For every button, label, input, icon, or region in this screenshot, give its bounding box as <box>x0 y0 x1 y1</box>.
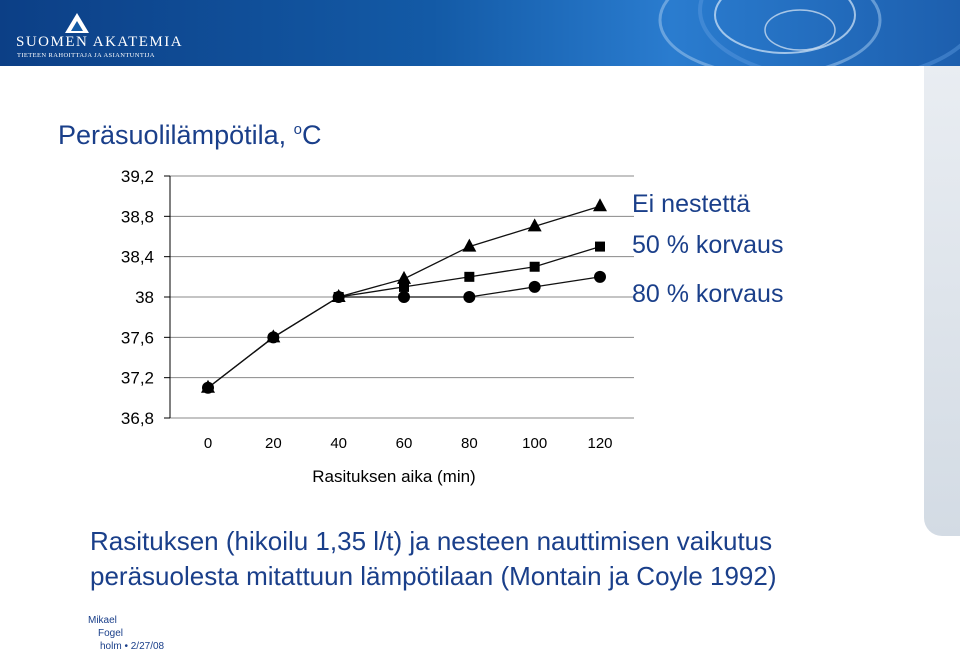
y-tick-label: 37,6 <box>120 328 154 348</box>
caption-line-2: peräsuolesta mitattuun lämpötilaan (Montain ja Coyle 1992) <box>90 561 777 591</box>
caption-line-1: Rasituksen (hikoilu 1,35 l/t) ja nesteen nauttimisen vaikutus <box>90 526 773 556</box>
data-point-square <box>595 242 605 252</box>
y-tick-label: 37,2 <box>120 368 154 388</box>
legend-item-no-fluid: Ei nestettä <box>632 190 751 218</box>
x-tick-label: 20 <box>264 435 282 452</box>
y-tick-label: 38,4 <box>120 247 154 267</box>
x-tick-label: 80 <box>460 435 478 452</box>
data-point-circle <box>594 271 606 283</box>
y-tick-label: 36,8 <box>120 409 154 428</box>
data-point-triangle <box>593 198 607 211</box>
data-point-circle <box>463 291 475 303</box>
y-tick-label: 39,2 <box>120 167 154 186</box>
x-tick-label: 0 <box>203 435 213 452</box>
data-point-circle <box>267 331 279 343</box>
footer-line-3: holm • 2/27/08 <box>100 641 165 652</box>
data-point-square <box>464 272 474 282</box>
data-point-circle <box>202 382 214 394</box>
title-text: Peräsuolilämpötila, <box>58 120 294 150</box>
slide-caption <box>90 524 777 594</box>
data-point-circle <box>529 281 541 293</box>
org-name: SUOMEN AKATEMIA <box>16 34 184 50</box>
data-point-triangle <box>397 271 411 284</box>
footer-line-1: Mikael <box>88 615 117 626</box>
data-point-circle <box>333 291 345 303</box>
data-point-square <box>530 262 540 272</box>
y-tick-label: 38 <box>135 288 154 307</box>
x-tick-label: 60 <box>395 435 413 452</box>
title-unit: C <box>301 120 322 150</box>
data-point-square <box>399 282 409 292</box>
y-tick-label: 38,8 <box>120 207 154 227</box>
x-tick-label: 120 <box>587 435 613 452</box>
x-tick-label: 100 <box>522 435 548 452</box>
footer-line-2: Fogel <box>98 628 124 639</box>
series-line <box>339 247 600 297</box>
slide-footer <box>80 614 164 653</box>
title-superscript: o <box>293 121 302 138</box>
legend-item-50-replacement: 50 % korvaus <box>632 231 784 259</box>
data-point-circle <box>398 291 410 303</box>
x-axis-label: Rasituksen aika (min) <box>312 467 476 486</box>
org-tagline: TIETEEN RAHOITTAJA JA ASIANTUNTIJA <box>17 52 155 59</box>
x-tick-label: 40 <box>330 435 348 452</box>
legend-item-80-replacement: 80 % korvaus <box>632 280 784 308</box>
